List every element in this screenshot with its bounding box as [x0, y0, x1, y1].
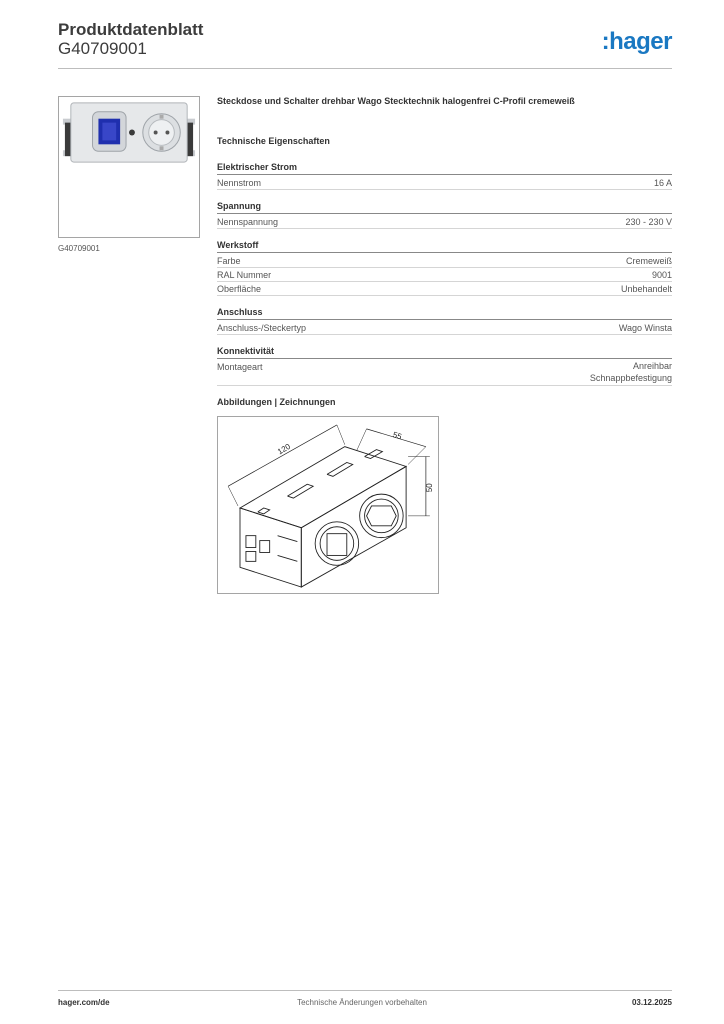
group-title: Anschluss: [217, 307, 672, 320]
property-value: Wago Winsta: [618, 323, 672, 333]
article-number: G40709001: [58, 39, 147, 58]
page-header: [58, 20, 672, 70]
product-details: [217, 96, 672, 411]
group-title: Konnektivität: [217, 346, 672, 359]
property-label: Oberfläche: [217, 284, 262, 294]
dimension-drawing-illustration: [218, 417, 438, 593]
property-label: RAL Nummer: [217, 270, 272, 280]
product-description: Steckdose und Schalter drehbar Wago Stecktechnik halogenfrei C-Profil cremeweiß: [217, 96, 575, 106]
property-row: [217, 360, 672, 386]
footer-website-link[interactable]: hager.com/de: [58, 998, 110, 1007]
property-value-line: Schnappbefestigung: [589, 373, 672, 383]
group-title: Spannung: [217, 201, 672, 214]
technical-properties-title: Technische Eigenschaften: [217, 136, 330, 146]
property-label: Anschluss-/Steckertyp: [217, 323, 307, 333]
property-label: Montageart: [217, 362, 263, 372]
footer-notice: Technische Änderungen vorbehalten: [297, 998, 427, 1007]
footer-date: 03.12.2025: [631, 998, 672, 1007]
property-group-connectivity: [217, 346, 672, 386]
product-photo: [58, 96, 200, 238]
drawings-title: Abbildungen | Zeichnungen: [217, 397, 336, 407]
product-photo-illustration: [59, 97, 199, 237]
header-divider: [58, 68, 672, 69]
document-title: Produktdatenblatt: [58, 20, 204, 39]
dimension-drawing: [217, 416, 439, 594]
group-title: Werkstoff: [217, 240, 672, 253]
property-group-voltage: [217, 201, 672, 229]
dimension-depth-label: 55: [391, 430, 403, 442]
group-title: Elektrischer Strom: [217, 162, 672, 175]
property-label: Nennstrom: [217, 178, 262, 188]
property-value: [590, 360, 672, 385]
property-row: [217, 321, 672, 335]
hager-logo: :hager: [601, 28, 672, 55]
footer-divider: [58, 990, 672, 991]
property-label: Farbe: [217, 256, 241, 266]
property-row: [217, 215, 672, 229]
property-row: [217, 254, 672, 268]
property-value: Unbehandelt: [620, 284, 672, 294]
property-row: [217, 268, 672, 282]
dimension-height-label: 50: [424, 483, 434, 493]
property-group-current: [217, 162, 672, 190]
property-group-material: [217, 240, 672, 296]
property-label: Nennspannung: [217, 217, 279, 227]
property-row: [217, 282, 672, 296]
property-value: 230 - 230 V: [625, 217, 672, 227]
property-value: 9001: [651, 270, 672, 280]
property-group-connection: [217, 307, 672, 335]
property-row: [217, 176, 672, 190]
dimension-length-label: 120: [276, 441, 292, 457]
property-value-line: Anreihbar: [632, 361, 672, 371]
property-value: 16 A: [653, 178, 672, 188]
image-caption: G40709001: [58, 244, 100, 253]
property-value: Cremeweiß: [625, 256, 672, 266]
